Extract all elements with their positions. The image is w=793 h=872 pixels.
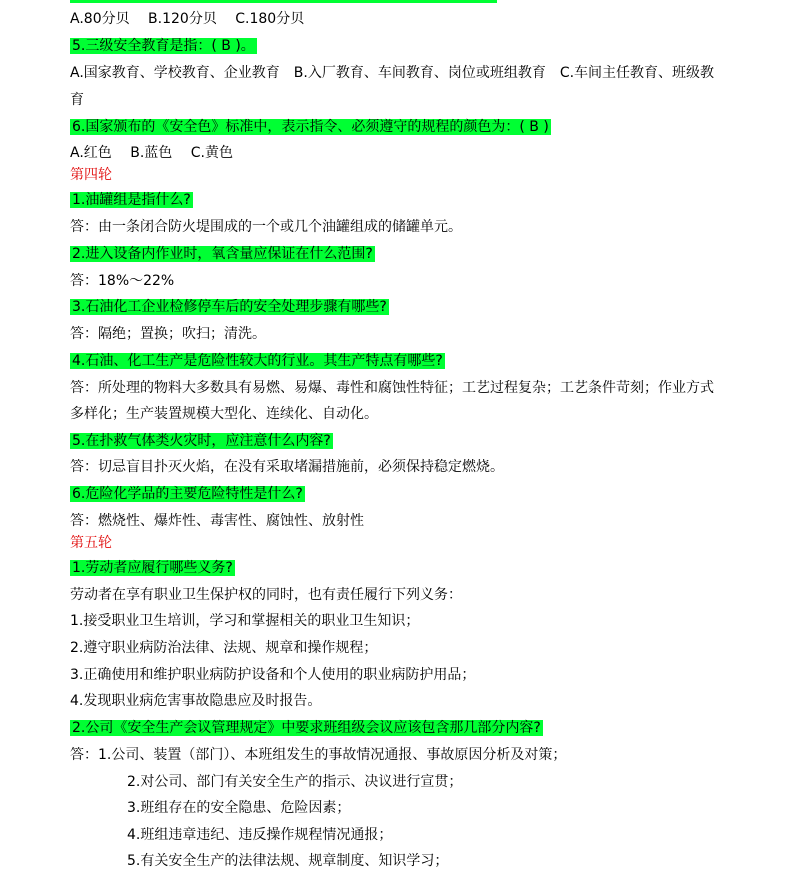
answer-text: 3.班组存在的安全隐患、危险因素； — [127, 800, 351, 816]
answer-text: 4.发现职业病危害事故隐患应及时报告。 — [70, 693, 322, 709]
round-5-heading — [70, 532, 112, 554]
top-highlight-bar — [70, 0, 497, 3]
answer-text: 2.对公司、部门有关安全生产的指示、决议进行宣贯； — [127, 774, 463, 790]
answer-text: 答：1.公司、装置（部门）、本班组发生的事故情况通报、事故原因分析及对策； — [70, 747, 567, 763]
answer-text: 多样化；生产装置规模大型化、连续化、自动化。 — [70, 406, 378, 422]
r4-question-5 — [70, 430, 333, 452]
question-text: 5.在扑救气体类火灾时，应注意什么内容? — [72, 433, 331, 449]
answer-text: 答：切忌盲目扑灭火焰，在没有采取堵漏措施前，必须保持稳定燃烧。 — [70, 459, 504, 475]
r5-question-1 — [70, 557, 235, 579]
r4-question-1 — [70, 189, 193, 211]
r4-question-3 — [70, 296, 389, 318]
answer-text: 3.正确使用和维护职业病防护设备和个人使用的职业病防护用品； — [70, 667, 476, 683]
r5-question-2 — [70, 717, 543, 739]
r5-answer-1-intro — [70, 584, 462, 606]
r4-answer-1 — [70, 216, 462, 238]
r5-answer-1-item2 — [70, 637, 377, 659]
round-4-heading — [70, 164, 112, 186]
r4-answer-3 — [70, 323, 266, 345]
r5-answer-2-item5 — [127, 850, 448, 872]
question-text: 2.进入设备内作业时，氧含量应保证在什么范围? — [72, 246, 373, 262]
question-6 — [70, 116, 551, 138]
options-text: A.80分贝 B.120分贝 C.180分贝 — [70, 11, 305, 27]
r4-answer-4-line2 — [70, 403, 378, 425]
options-text: A.国家教育、学校教育、企业教育 B.入厂教育、车间教育、岗位或班组教育 C.车间主任教育、班级教 — [70, 65, 715, 81]
answer-text: 5.有关安全生产的法律法规、规章制度、知识学习； — [127, 853, 449, 869]
r5-answer-2-item3 — [127, 797, 350, 819]
options-text: 育 — [70, 92, 84, 108]
heading-text: 第四轮 — [70, 167, 112, 183]
q5-options-line1 — [70, 62, 714, 84]
question-text: 3.石油化工企业检修停车后的安全处理步骤有哪些? — [72, 299, 387, 315]
r5-answer-1-item4 — [70, 690, 321, 712]
answer-text: 答：所处理的物料大多数具有易燃、易爆、毒性和腐蚀性特征；工艺过程复杂；工艺条件苛刻；作业方式 — [70, 380, 714, 396]
answer-text: 1.接受职业卫生培训，学习和掌握相关的职业卫生知识； — [70, 613, 420, 629]
answer-text: 答：燃烧性、爆炸性、毒害性、腐蚀性、放射性 — [70, 513, 364, 529]
r5-answer-2-item1 — [70, 744, 566, 766]
question-text: 2.公司《安全生产会议管理规定》中要求班组级会议应该包含那几部分内容? — [72, 720, 541, 736]
r4-answer-6 — [70, 510, 364, 532]
r5-answer-2-item2 — [127, 771, 462, 793]
question-text: 1.劳动者应履行哪些义务? — [72, 560, 233, 576]
q6-options — [70, 142, 233, 164]
answer-text: 答：18%～22% — [70, 273, 175, 289]
question-text: 6.国家颁布的《安全色》标准中，表示指令、必须遵守的规程的颜色为：( B ) — [72, 119, 549, 135]
question-text: 4.石油、化工生产是危险性较大的行业。其生产特点有哪些? — [72, 353, 443, 369]
question-5 — [70, 35, 257, 57]
question-text: 5.三级安全教育是指：( B )。 — [72, 38, 255, 54]
r5-answer-2-item4 — [127, 824, 392, 846]
q5-options-line2 — [70, 89, 84, 111]
answer-text: 答：隔绝；置换；吹扫；清洗。 — [70, 326, 266, 342]
question-text: 1.油罐组是指什么? — [72, 192, 191, 208]
r5-answer-1-item3 — [70, 664, 475, 686]
r4-question-6 — [70, 483, 305, 505]
answer-text: 答：由一条闭合防火堤围成的一个或几个油罐组成的储罐单元。 — [70, 219, 462, 235]
answer-text: 2.遵守职业病防治法律、法规、规章和操作规程； — [70, 640, 378, 656]
r4-question-2 — [70, 243, 375, 265]
question-text: 6.危险化学品的主要危险特性是什么? — [72, 486, 303, 502]
options-text: A.红色 B.蓝色 C.黄色 — [70, 145, 233, 161]
q4-options — [70, 8, 304, 30]
r4-question-4 — [70, 350, 445, 372]
heading-text: 第五轮 — [70, 535, 112, 551]
answer-text: 4.班组违章违纪、违反操作规程情况通报； — [127, 827, 393, 843]
r5-answer-1-item1 — [70, 610, 419, 632]
r4-answer-5 — [70, 456, 504, 478]
r4-answer-2 — [70, 270, 174, 292]
answer-text: 劳动者在享有职业卫生保护权的同时，也有责任履行下列义务： — [70, 587, 462, 603]
r4-answer-4-line1 — [70, 377, 714, 399]
